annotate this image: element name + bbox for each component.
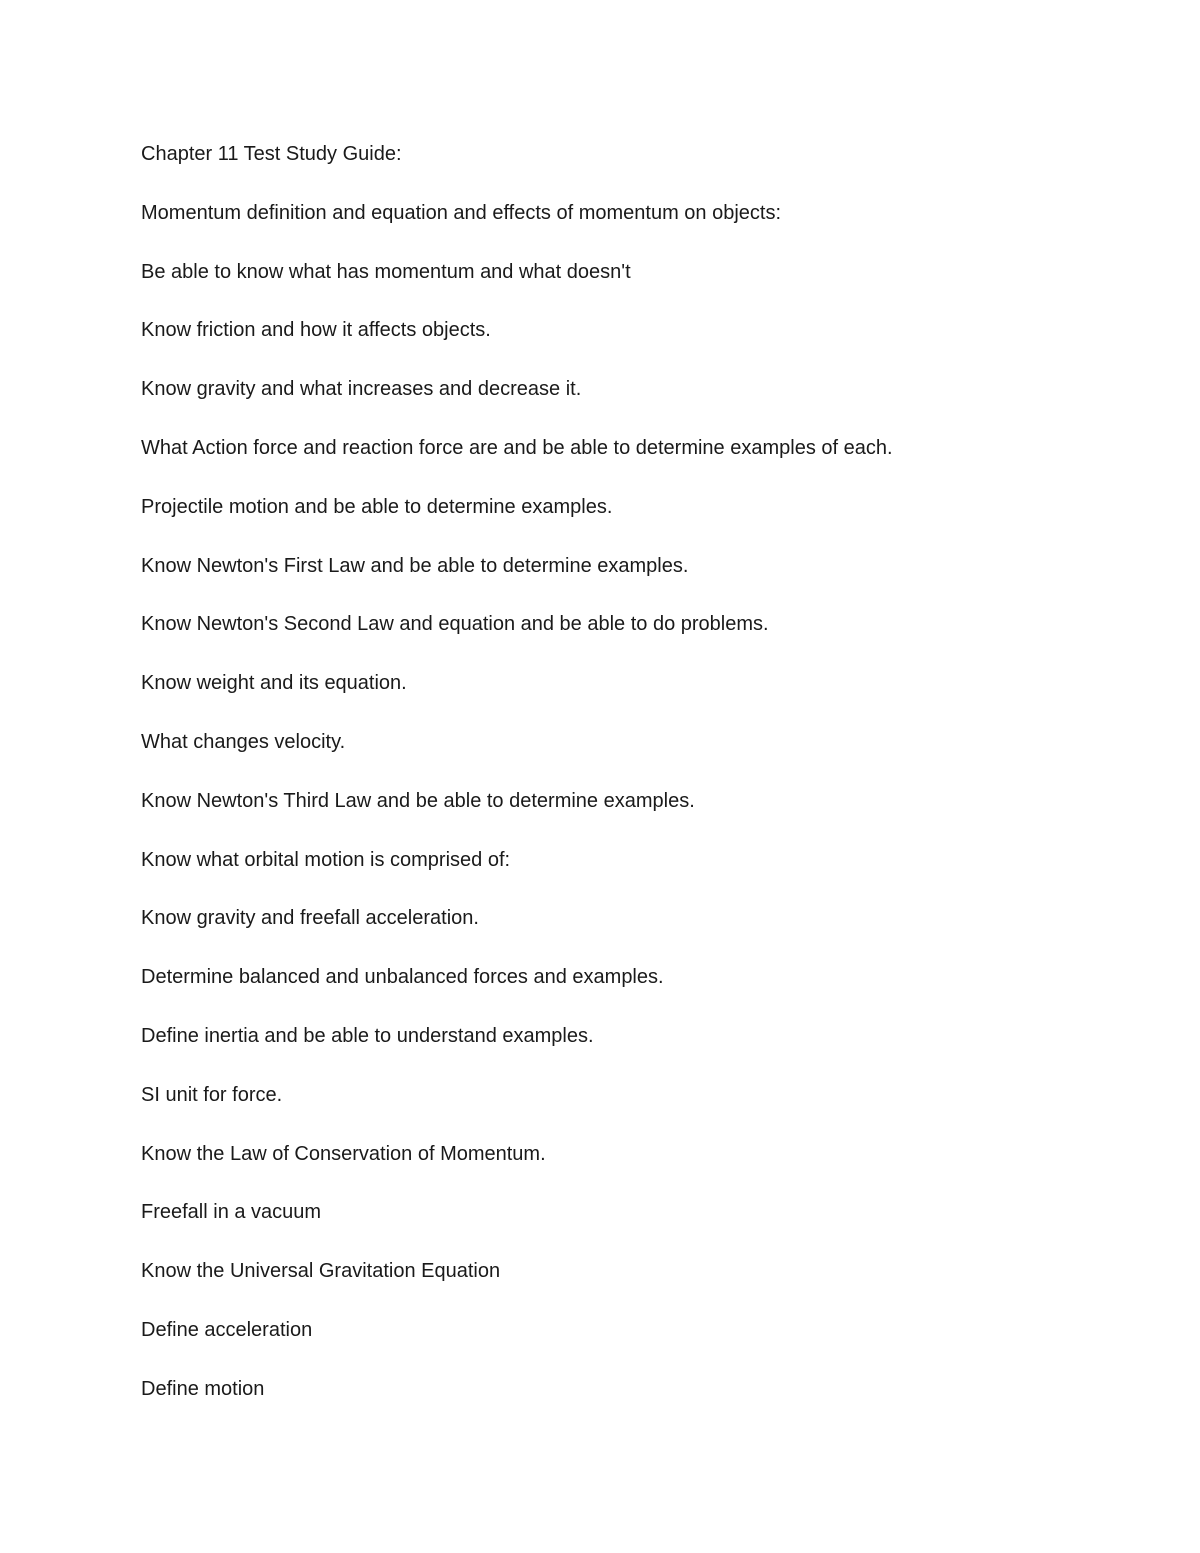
study-item: What Action force and reaction force are and be able to determine examples of each. [141, 436, 893, 459]
study-item: Know the Universal Gravitation Equation [141, 1260, 501, 1283]
study-item: Know gravity and freefall acceleration. [141, 907, 479, 930]
study-item: Know Newton's Second Law and equation and be able to do problems. [141, 613, 769, 636]
study-item: Define motion [141, 1377, 265, 1400]
document-title: Chapter 11 Test Study Guide: [141, 143, 402, 165]
study-item: SI unit for force. [141, 1083, 283, 1106]
study-item: Projectile motion and be able to determine examples. [141, 495, 613, 518]
study-item: Know friction and how it affects objects. [141, 319, 491, 342]
study-item: Know gravity and what increases and decrease it. [141, 378, 582, 401]
study-item: Momentum definition and equation and effects of momentum on objects: [141, 201, 782, 224]
study-item: Freefall in a vacuum [141, 1201, 322, 1224]
study-item: Be able to know what has momentum and what doesn't [141, 260, 631, 283]
study-item: What changes velocity. [141, 730, 346, 753]
study-item: Know the Law of Conservation of Momentum. [141, 1142, 546, 1165]
document-body [141, 141, 1101, 1435]
study-item: Know Newton's First Law and be able to determine examples. [141, 554, 689, 577]
study-item: Define acceleration [141, 1318, 313, 1341]
study-item: Determine balanced and unbalanced forces and examples. [141, 966, 664, 989]
study-item: Define inertia and be able to understand examples. [141, 1024, 594, 1047]
study-item: Know weight and its equation. [141, 672, 407, 695]
study-item: Know what orbital motion is comprised of: [141, 848, 511, 871]
study-item: Know Newton's Third Law and be able to determine examples. [141, 789, 695, 812]
